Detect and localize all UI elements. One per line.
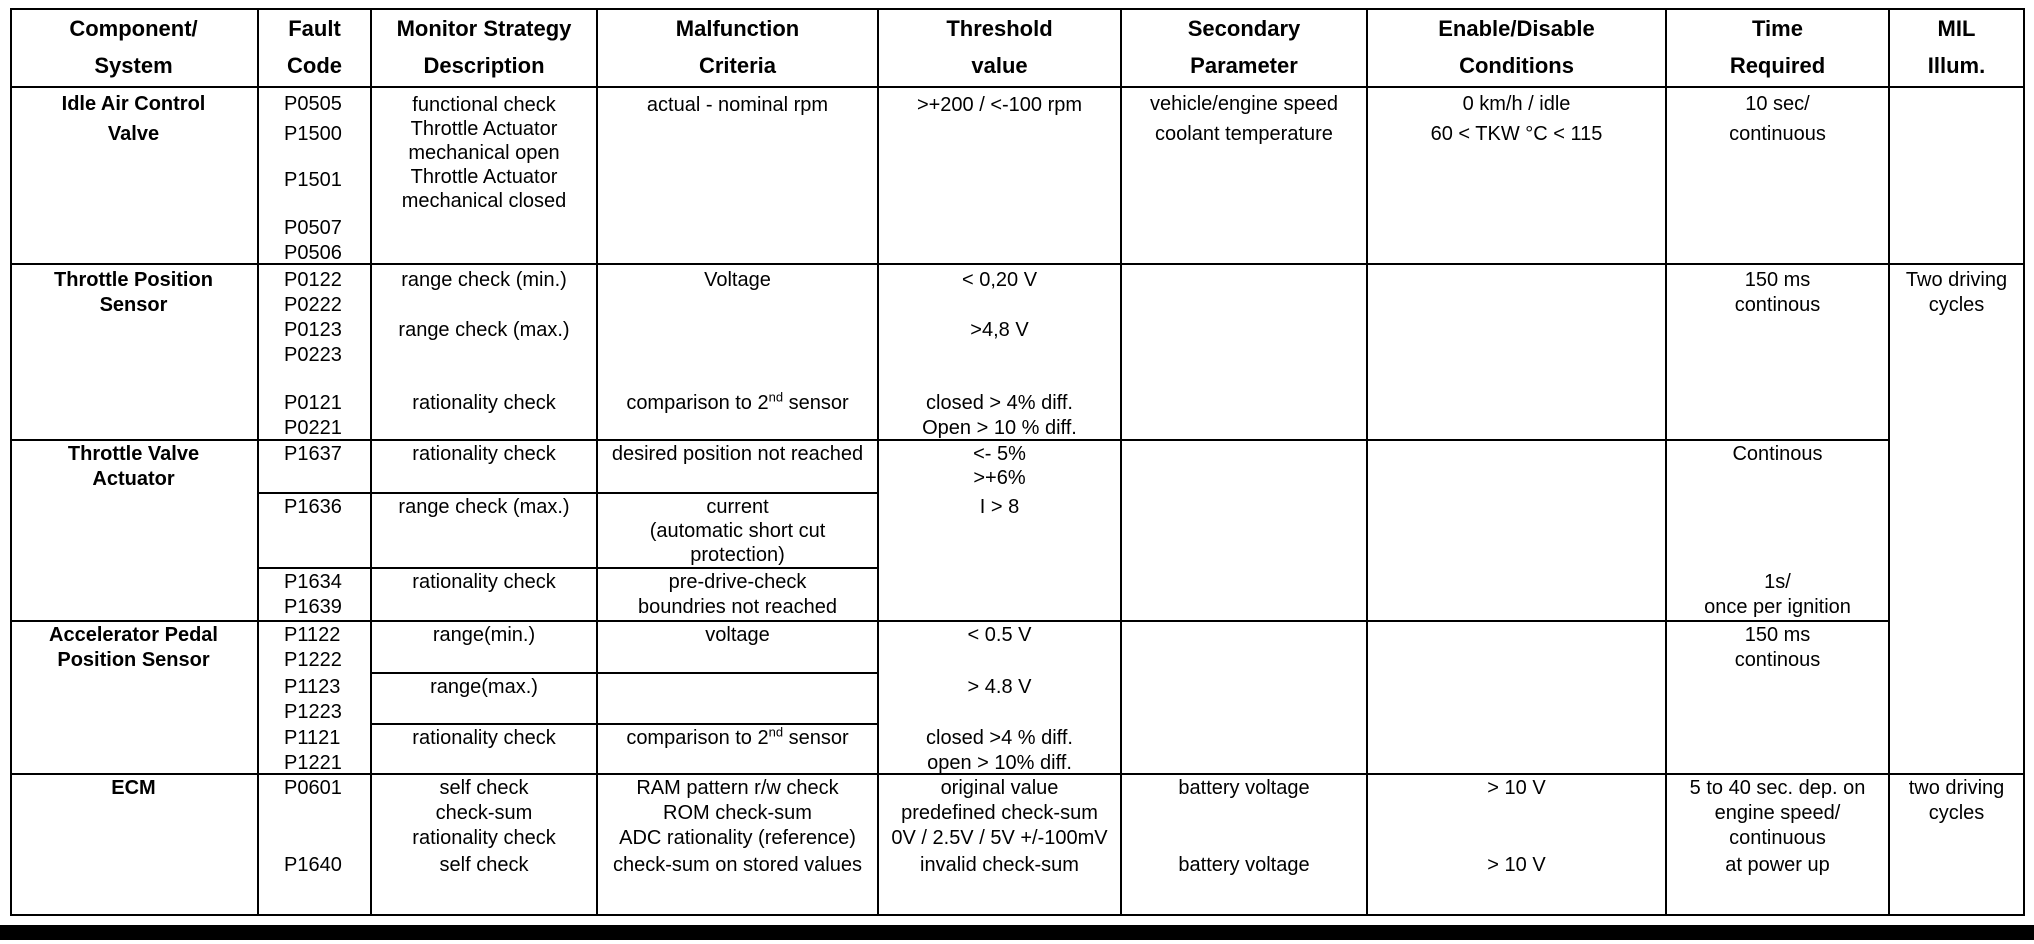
- component-throttle-position-sensor: Throttle Position Sensor: [54, 269, 213, 316]
- threshold-ecm: original value predefined check-sum 0V / 2.5V / 5V +/-100mV: [891, 777, 1108, 849]
- malfunction-ecm: check-sum on stored values: [612, 854, 862, 876]
- fault-codes-tva: P1634 P1639: [284, 571, 342, 618]
- header-mil: MIL Illum.: [1927, 16, 1986, 78]
- header-fault-code: Fault Code: [287, 16, 342, 78]
- malfunction-tps-voltage: Voltage: [704, 269, 771, 291]
- header-component: Component/ System: [69, 16, 198, 78]
- header-malfunction-criteria: Malfunction Criteria: [675, 16, 800, 78]
- monitor-tva-max: range check (max.): [398, 496, 570, 518]
- subrow-divider: [257, 492, 879, 494]
- threshold-apps-min: < 0.5 V: [967, 624, 1032, 646]
- monitor-tva-rationality: rationality check: [412, 571, 556, 593]
- malfunction-tva-current: current (automatic short cut protection): [649, 496, 826, 566]
- row-divider: [1888, 263, 2025, 265]
- table-border-bottom: [10, 914, 2025, 916]
- fault-codes-iac: P0505 P1500: [284, 93, 342, 145]
- row-divider: [10, 620, 1890, 622]
- malfunction-tps-comparison: comparison to 2nd sensor: [626, 389, 849, 414]
- table-border-right: [2023, 8, 2025, 916]
- header-time-required: Time Required: [1729, 16, 1826, 78]
- monitor-tps-rationality: rationality check: [412, 392, 556, 414]
- time-iac: 10 sec/ continuous: [1729, 93, 1826, 145]
- threshold-apps-rationality: closed >4 % diff. open > 10% diff.: [926, 727, 1073, 774]
- secondary-ecm: battery voltage: [1178, 777, 1310, 799]
- threshold-iac: >+200 / <-100 rpm: [916, 94, 1083, 116]
- monitor-iac: functional check Throttle Actuator mechanical open Throttle Actuator mechanical closed: [401, 94, 567, 212]
- col-divider: [257, 8, 259, 916]
- monitor-apps-min: range(min.): [432, 624, 536, 646]
- malfunction-iac: actual - nominal rpm: [646, 94, 829, 116]
- obd-monitor-table: [10, 8, 2025, 916]
- malfunction-apps-comparison: comparison to 2nd sensor: [626, 724, 849, 749]
- subrow-divider: [370, 723, 879, 725]
- time-tva-continous: Continous: [1732, 443, 1823, 465]
- time-tva-ignition: 1s/ once per ignition: [1704, 571, 1851, 618]
- fault-codes-iac: P0507 P0506: [284, 217, 342, 264]
- threshold-apps-max: > 4.8 V: [967, 676, 1032, 698]
- threshold-ecm: invalid check-sum: [920, 854, 1079, 876]
- fault-code-ecm: P1640: [284, 854, 342, 876]
- fault-code-tva: P1636: [284, 496, 342, 518]
- header-threshold-value: Threshold value: [946, 16, 1053, 78]
- monitor-tva-rationality: rationality check: [412, 443, 556, 465]
- component-accelerator-pedal-sensor: Accelerator Pedal Position Sensor: [49, 624, 218, 671]
- header-secondary-parameter: Secondary Parameter: [1187, 16, 1301, 78]
- subrow-divider: [370, 672, 879, 674]
- page-bottom-rule: [0, 925, 2034, 940]
- malfunction-tva-predrive: pre-drive-check boundries not reached: [637, 571, 838, 618]
- enable-iac: 0 km/h / idle 60 < TKW °C < 115: [1430, 93, 1603, 145]
- malfunction-ecm: RAM pattern r/w check ROM check-sum ADC rationality (reference): [619, 777, 856, 849]
- component-iac-valve: Idle Air Control Valve: [61, 93, 206, 145]
- time-ecm: 5 to 40 sec. dep. on engine speed/ continuous: [1689, 777, 1866, 849]
- fault-codes-apps: P1123 P1223: [284, 676, 342, 723]
- threshold-tva-current: I > 8: [979, 496, 1020, 518]
- subrow-divider: [257, 567, 879, 569]
- threshold-tps-max: >4,8 V: [970, 319, 1029, 341]
- malfunction-tva-position: desired position not reached: [611, 443, 864, 465]
- fault-codes-apps: P1121 P1221: [284, 727, 342, 774]
- component-throttle-valve-actuator: Throttle Valve Actuator: [67, 443, 200, 490]
- enable-ecm: > 10 V: [1487, 777, 1546, 799]
- time-apps: 150 ms continous: [1734, 624, 1821, 671]
- fault-code-tva: P1637: [284, 443, 342, 465]
- header-enable-disable: Enable/Disable Conditions: [1438, 16, 1595, 78]
- secondary-iac: vehicle/engine speed coolant temperature: [1150, 93, 1338, 145]
- mil-two-driving-cycles: Two driving cycles: [1905, 269, 2008, 316]
- enable-ecm: > 10 V: [1487, 854, 1546, 876]
- fault-codes-iac: P1501: [284, 169, 342, 191]
- fault-code-ecm: P0601: [284, 777, 342, 799]
- component-ecm: ECM: [111, 777, 156, 799]
- threshold-tva-position: <- 5% >+6%: [973, 443, 1026, 489]
- monitor-apps-max: range(max.): [430, 676, 538, 698]
- monitor-tps-min: range check (min.): [401, 269, 567, 291]
- monitor-ecm: self check check-sum rationality check: [412, 777, 556, 849]
- threshold-tps-min: < 0,20 V: [961, 269, 1038, 291]
- time-ecm: at power up: [1725, 854, 1830, 876]
- malfunction-apps-voltage: voltage: [705, 624, 770, 646]
- fault-codes-apps: P1122 P1222: [284, 624, 342, 671]
- monitor-tps-max: range check (max.): [398, 319, 570, 341]
- fault-codes-tps: P0122 P0222 P0123 P0223: [284, 269, 342, 366]
- header-row-divider: [10, 86, 2025, 88]
- monitor-apps-rationality: rationality check: [412, 727, 556, 749]
- fault-codes-tps: P0121 P0221: [284, 392, 342, 439]
- threshold-tps-rationality: closed > 4% diff. Open > 10 % diff.: [922, 392, 1077, 439]
- mil-ecm: two driving cycles: [1908, 777, 2005, 824]
- secondary-ecm: battery voltage: [1178, 854, 1310, 876]
- monitor-ecm: self check: [439, 854, 529, 876]
- header-monitor-strategy: Monitor Strategy Description: [396, 16, 572, 78]
- time-tps: 150 ms continous: [1734, 269, 1821, 316]
